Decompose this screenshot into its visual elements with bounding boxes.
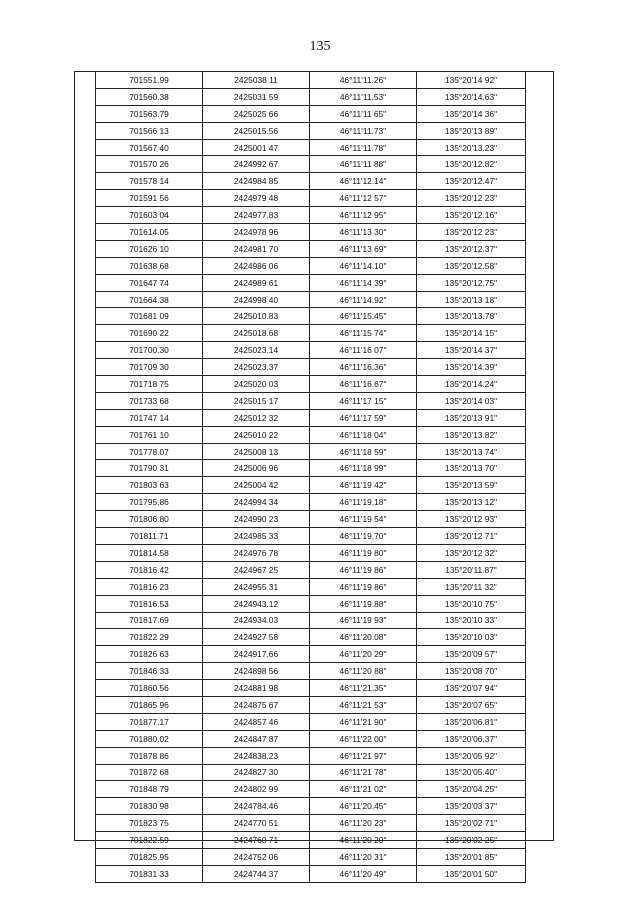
table-row xyxy=(96,190,526,207)
longitude-cell: 135°20'13.82" xyxy=(417,426,526,443)
x-coordinate-cell: 701860.56 xyxy=(96,680,203,697)
latitude-cell: 46°11'21 02" xyxy=(310,781,417,798)
y-coordinate-cell: 2425038 11 xyxy=(203,72,310,89)
x-coordinate-cell: 701846 33 xyxy=(96,663,203,680)
x-coordinate-cell: 701795.86 xyxy=(96,494,203,511)
latitude-cell: 46°11'16.67" xyxy=(310,376,417,393)
table-row xyxy=(96,764,526,781)
latitude-cell: 46°11'12.14" xyxy=(310,173,417,190)
y-coordinate-cell: 2425020 03 xyxy=(203,376,310,393)
y-coordinate-cell: 2424989 61 xyxy=(203,274,310,291)
table-row xyxy=(96,88,526,105)
latitude-cell: 46°11'19.88" xyxy=(310,595,417,612)
y-coordinate-cell: 2424770 51 xyxy=(203,815,310,832)
latitude-cell: 46°11'11 88" xyxy=(310,156,417,173)
longitude-cell: 135°20'13 74" xyxy=(417,443,526,460)
table-row xyxy=(96,426,526,443)
table-row xyxy=(96,595,526,612)
x-coordinate-cell: 701578 14 xyxy=(96,173,203,190)
table-row xyxy=(96,511,526,528)
latitude-cell: 46°11'15.45" xyxy=(310,308,417,325)
coordinates-table-body xyxy=(96,72,526,883)
latitude-cell: 46°11'18 99" xyxy=(310,460,417,477)
table-row xyxy=(96,663,526,680)
x-coordinate-cell: 701591 56 xyxy=(96,190,203,207)
longitude-cell: 135°20'06.81" xyxy=(417,713,526,730)
latitude-cell: 46°11'11.78" xyxy=(310,139,417,156)
table-row xyxy=(96,781,526,798)
x-coordinate-cell: 701614.05 xyxy=(96,224,203,241)
longitude-cell: 135°20'13 59" xyxy=(417,477,526,494)
longitude-cell: 135°20'02 71" xyxy=(417,815,526,832)
x-coordinate-cell: 701563.79 xyxy=(96,105,203,122)
y-coordinate-cell: 2424917.66 xyxy=(203,646,310,663)
latitude-cell: 46°11'21 78" xyxy=(310,764,417,781)
x-coordinate-cell: 701664.38 xyxy=(96,291,203,308)
longitude-cell: 135°20'13 12" xyxy=(417,494,526,511)
longitude-cell: 135°20'12.75" xyxy=(417,274,526,291)
x-coordinate-cell: 701823 75 xyxy=(96,815,203,832)
y-coordinate-cell: 2424744 37 xyxy=(203,865,310,882)
longitude-cell: 135°20'13 91" xyxy=(417,409,526,426)
latitude-cell: 46°11'22 00" xyxy=(310,730,417,747)
latitude-cell: 46°11'17 15" xyxy=(310,392,417,409)
latitude-cell: 46°11'14 39" xyxy=(310,274,417,291)
longitude-cell: 135°20'07 94" xyxy=(417,680,526,697)
y-coordinate-cell: 2424752 06 xyxy=(203,848,310,865)
y-coordinate-cell: 2425025 66 xyxy=(203,105,310,122)
y-coordinate-cell: 2424986 06 xyxy=(203,257,310,274)
table-row xyxy=(96,612,526,629)
x-coordinate-cell: 701570 26 xyxy=(96,156,203,173)
y-coordinate-cell: 2425015.56 xyxy=(203,122,310,139)
x-coordinate-cell: 701826 63 xyxy=(96,646,203,663)
longitude-cell: 135°20'14.63" xyxy=(417,88,526,105)
y-coordinate-cell: 2424967 25 xyxy=(203,561,310,578)
latitude-cell: 46°11'19 54" xyxy=(310,511,417,528)
table-row xyxy=(96,173,526,190)
latitude-cell: 46°11'19.18" xyxy=(310,494,417,511)
longitude-cell: 135°20'13.78" xyxy=(417,308,526,325)
latitude-cell: 46°11'20 29" xyxy=(310,646,417,663)
longitude-cell: 135°20'07 65" xyxy=(417,696,526,713)
table-row xyxy=(96,528,526,545)
latitude-cell: 46°11'21 97" xyxy=(310,747,417,764)
x-coordinate-cell: 701877.17 xyxy=(96,713,203,730)
x-coordinate-cell: 701790 31 xyxy=(96,460,203,477)
x-coordinate-cell: 701831 33 xyxy=(96,865,203,882)
table-row xyxy=(96,274,526,291)
y-coordinate-cell: 2424979 48 xyxy=(203,190,310,207)
table-row xyxy=(96,359,526,376)
latitude-cell: 46°11'14.92" xyxy=(310,291,417,308)
latitude-cell: 46°11'19.70" xyxy=(310,528,417,545)
y-coordinate-cell: 2424992 67 xyxy=(203,156,310,173)
y-coordinate-cell: 2424994 34 xyxy=(203,494,310,511)
longitude-cell: 135°20'02 25" xyxy=(417,832,526,849)
latitude-cell: 46°11'17 59" xyxy=(310,409,417,426)
longitude-cell: 135°20'05 92" xyxy=(417,747,526,764)
y-coordinate-cell: 2424990 23 xyxy=(203,511,310,528)
y-coordinate-cell: 2425015 17 xyxy=(203,392,310,409)
longitude-cell: 135°20'12.37" xyxy=(417,240,526,257)
table-row xyxy=(96,392,526,409)
longitude-cell: 135°20'12 93" xyxy=(417,511,526,528)
y-coordinate-cell: 2425008 13 xyxy=(203,443,310,460)
longitude-cell: 135°20'14.39" xyxy=(417,359,526,376)
x-coordinate-cell: 701718 75 xyxy=(96,376,203,393)
y-coordinate-cell: 2424978 96 xyxy=(203,224,310,241)
x-coordinate-cell: 701638 68 xyxy=(96,257,203,274)
table-row xyxy=(96,561,526,578)
latitude-cell: 46°11'13 69" xyxy=(310,240,417,257)
x-coordinate-cell: 701830 98 xyxy=(96,798,203,815)
y-coordinate-cell: 2425010 22 xyxy=(203,426,310,443)
table-row xyxy=(96,865,526,882)
x-coordinate-cell: 701880.02 xyxy=(96,730,203,747)
latitude-cell: 46°11'12 95" xyxy=(310,207,417,224)
x-coordinate-cell: 701690 22 xyxy=(96,325,203,342)
table-row xyxy=(96,122,526,139)
y-coordinate-cell: 2425006 96 xyxy=(203,460,310,477)
table-row xyxy=(96,207,526,224)
y-coordinate-cell: 2424984 85 xyxy=(203,173,310,190)
y-coordinate-cell: 2424985 33 xyxy=(203,528,310,545)
y-coordinate-cell: 2424838.23 xyxy=(203,747,310,764)
latitude-cell: 46°11'15 74" xyxy=(310,325,417,342)
x-coordinate-cell: 701816.42 xyxy=(96,561,203,578)
y-coordinate-cell: 2424981 70 xyxy=(203,240,310,257)
y-coordinate-cell: 2424760 71 xyxy=(203,832,310,849)
latitude-cell: 46°11'11.53" xyxy=(310,88,417,105)
latitude-cell: 46°11'21.35" xyxy=(310,680,417,697)
y-coordinate-cell: 2424955 31 xyxy=(203,578,310,595)
latitude-cell: 46°11'11.26" xyxy=(310,72,417,89)
longitude-cell: 135°20'12 23" xyxy=(417,224,526,241)
y-coordinate-cell: 2425004 42 xyxy=(203,477,310,494)
y-coordinate-cell: 2424857 46 xyxy=(203,713,310,730)
longitude-cell: 135°20'06.37" xyxy=(417,730,526,747)
longitude-cell: 135°20'14 36" xyxy=(417,105,526,122)
table-row xyxy=(96,815,526,832)
page-number: 135 xyxy=(309,39,331,54)
table-row xyxy=(96,544,526,561)
table-row xyxy=(96,578,526,595)
latitude-cell: 46°11'11 65" xyxy=(310,105,417,122)
table-row xyxy=(96,139,526,156)
x-coordinate-cell: 701761 10 xyxy=(96,426,203,443)
x-coordinate-cell: 701825.95 xyxy=(96,848,203,865)
bottom-rule xyxy=(74,840,553,841)
latitude-cell: 46°11'19 42" xyxy=(310,477,417,494)
y-coordinate-cell: 2424784.46 xyxy=(203,798,310,815)
x-coordinate-cell: 701806.80 xyxy=(96,511,203,528)
longitude-cell: 135°20'13 18" xyxy=(417,291,526,308)
table-row xyxy=(96,798,526,815)
table-row xyxy=(96,747,526,764)
y-coordinate-cell: 2424847 87 xyxy=(203,730,310,747)
coordinates-table xyxy=(95,71,526,883)
latitude-cell: 46°11'19 93" xyxy=(310,612,417,629)
latitude-cell: 46°11'16 07" xyxy=(310,342,417,359)
x-coordinate-cell: 701816.53 xyxy=(96,595,203,612)
latitude-cell: 46°11'20 88" xyxy=(310,663,417,680)
longitude-cell: 135°20'11.87" xyxy=(417,561,526,578)
x-coordinate-cell: 701817.69 xyxy=(96,612,203,629)
latitude-cell: 46°11'19 86" xyxy=(310,578,417,595)
table-row xyxy=(96,224,526,241)
longitude-cell: 135°20'12 71" xyxy=(417,528,526,545)
longitude-cell: 135°20'14 15" xyxy=(417,325,526,342)
latitude-cell: 46°11'19 80" xyxy=(310,544,417,561)
longitude-cell: 135°20'12.16" xyxy=(417,207,526,224)
y-coordinate-cell: 2424976 78 xyxy=(203,544,310,561)
longitude-cell: 135°20'01 85" xyxy=(417,848,526,865)
longitude-cell: 135°20'09 57" xyxy=(417,646,526,663)
table-row xyxy=(96,105,526,122)
x-coordinate-cell: 701551.99 xyxy=(96,72,203,89)
longitude-cell: 135°20'12 23" xyxy=(417,190,526,207)
x-coordinate-cell: 701816 23 xyxy=(96,578,203,595)
table-row xyxy=(96,308,526,325)
x-coordinate-cell: 701647 74 xyxy=(96,274,203,291)
longitude-cell: 135°20'13 70" xyxy=(417,460,526,477)
y-coordinate-cell: 2425010.83 xyxy=(203,308,310,325)
x-coordinate-cell: 701567 40 xyxy=(96,139,203,156)
table-row xyxy=(96,376,526,393)
y-coordinate-cell: 2425018.68 xyxy=(203,325,310,342)
latitude-cell: 46°11'16.36" xyxy=(310,359,417,376)
table-row xyxy=(96,443,526,460)
table-row xyxy=(96,680,526,697)
y-coordinate-cell: 2424927 58 xyxy=(203,629,310,646)
x-coordinate-cell: 701803 63 xyxy=(96,477,203,494)
y-coordinate-cell: 2424802 99 xyxy=(203,781,310,798)
y-coordinate-cell: 2425001 47 xyxy=(203,139,310,156)
table-row xyxy=(96,629,526,646)
y-coordinate-cell: 2424943.12 xyxy=(203,595,310,612)
y-coordinate-cell: 2424977.83 xyxy=(203,207,310,224)
x-coordinate-cell: 701848 79 xyxy=(96,781,203,798)
latitude-cell: 46°11'13 30" xyxy=(310,224,417,241)
latitude-cell: 46°11'21 53" xyxy=(310,696,417,713)
table-row xyxy=(96,409,526,426)
longitude-cell: 135°20'12.47" xyxy=(417,173,526,190)
y-coordinate-cell: 2424881 98 xyxy=(203,680,310,697)
x-coordinate-cell: 701566 13 xyxy=(96,122,203,139)
x-coordinate-cell: 701822 29 xyxy=(96,629,203,646)
table-row xyxy=(96,72,526,89)
longitude-cell: 135°20'03 37" xyxy=(417,798,526,815)
table-row xyxy=(96,325,526,342)
table-row xyxy=(96,696,526,713)
longitude-cell: 135°20'01 50" xyxy=(417,865,526,882)
latitude-cell: 46°11'20 23" xyxy=(310,815,417,832)
table-row xyxy=(96,713,526,730)
table-row xyxy=(96,342,526,359)
y-coordinate-cell: 2424898 56 xyxy=(203,663,310,680)
longitude-cell: 135°20'14 03" xyxy=(417,392,526,409)
latitude-cell: 46°11'20.45" xyxy=(310,798,417,815)
longitude-cell: 135°20'13 89" xyxy=(417,122,526,139)
x-coordinate-cell: 701560.38 xyxy=(96,88,203,105)
latitude-cell: 46°11'11.73" xyxy=(310,122,417,139)
y-coordinate-cell: 2425031 59 xyxy=(203,88,310,105)
table-row xyxy=(96,257,526,274)
y-coordinate-cell: 2424875 67 xyxy=(203,696,310,713)
y-coordinate-cell: 2425012 32 xyxy=(203,409,310,426)
latitude-cell: 46°11'19 86" xyxy=(310,561,417,578)
table-row xyxy=(96,291,526,308)
x-coordinate-cell: 701878 86 xyxy=(96,747,203,764)
longitude-cell: 135°20'08 70" xyxy=(417,663,526,680)
longitude-cell: 135°20'11 32" xyxy=(417,578,526,595)
longitude-cell: 135°20'14 92" xyxy=(417,72,526,89)
table-row xyxy=(96,460,526,477)
longitude-cell: 135°20'13.23" xyxy=(417,139,526,156)
table-row xyxy=(96,240,526,257)
longitude-cell: 135°20'14 37" xyxy=(417,342,526,359)
x-coordinate-cell: 701626 10 xyxy=(96,240,203,257)
x-coordinate-cell: 701865 96 xyxy=(96,696,203,713)
x-coordinate-cell: 701811.71 xyxy=(96,528,203,545)
latitude-cell: 46°11'20 31" xyxy=(310,848,417,865)
longitude-cell: 135°20'12.58" xyxy=(417,257,526,274)
longitude-cell: 135°20'10 33" xyxy=(417,612,526,629)
x-coordinate-cell: 701603 04 xyxy=(96,207,203,224)
y-coordinate-cell: 2424998 40 xyxy=(203,291,310,308)
x-coordinate-cell: 701814.58 xyxy=(96,544,203,561)
table-row xyxy=(96,477,526,494)
longitude-cell: 135°20'10 75" xyxy=(417,595,526,612)
longitude-cell: 135°20'12 32" xyxy=(417,544,526,561)
x-coordinate-cell: 701733 68 xyxy=(96,392,203,409)
latitude-cell: 46°11'12 57" xyxy=(310,190,417,207)
latitude-cell: 46°11'20 20" xyxy=(310,832,417,849)
longitude-cell: 135°20'05.40" xyxy=(417,764,526,781)
table-row xyxy=(96,848,526,865)
longitude-cell: 135°20'04.25" xyxy=(417,781,526,798)
latitude-cell: 46°11'14.10" xyxy=(310,257,417,274)
y-coordinate-cell: 2425023.14 xyxy=(203,342,310,359)
latitude-cell: 46°11'18 04" xyxy=(310,426,417,443)
x-coordinate-cell: 701822.59 xyxy=(96,832,203,849)
longitude-cell: 135°20'12.82" xyxy=(417,156,526,173)
latitude-cell: 46°11'20 49" xyxy=(310,865,417,882)
table-row xyxy=(96,494,526,511)
latitude-cell: 46°11'21 90" xyxy=(310,713,417,730)
x-coordinate-cell: 701778.07 xyxy=(96,443,203,460)
x-coordinate-cell: 701709 30 xyxy=(96,359,203,376)
x-coordinate-cell: 701681 09 xyxy=(96,308,203,325)
y-coordinate-cell: 2424934.03 xyxy=(203,612,310,629)
y-coordinate-cell: 2425023.37 xyxy=(203,359,310,376)
table-row xyxy=(96,156,526,173)
x-coordinate-cell: 701747 14 xyxy=(96,409,203,426)
table-row xyxy=(96,646,526,663)
x-coordinate-cell: 701700.30 xyxy=(96,342,203,359)
longitude-cell: 135°20'14.24" xyxy=(417,376,526,393)
table-row xyxy=(96,730,526,747)
y-coordinate-cell: 2424827 30 xyxy=(203,764,310,781)
latitude-cell: 46°11'18 59" xyxy=(310,443,417,460)
x-coordinate-cell: 701872 68 xyxy=(96,764,203,781)
longitude-cell: 135°20'10 03" xyxy=(417,629,526,646)
latitude-cell: 46°11'20.08" xyxy=(310,629,417,646)
